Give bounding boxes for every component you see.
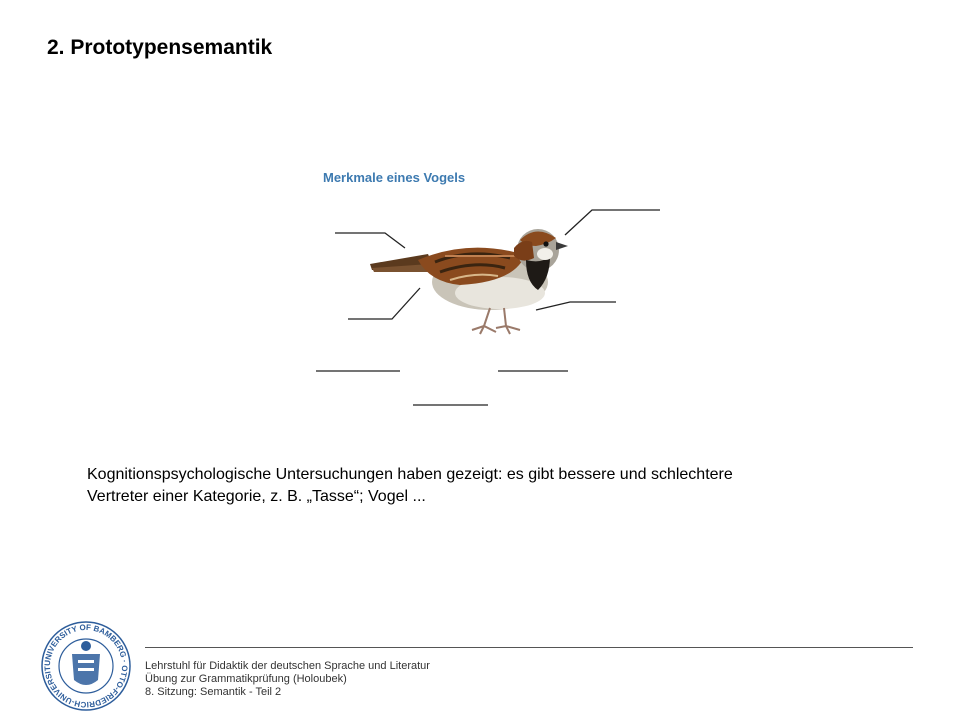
body-line: Vertreter einer Kategorie, z. B. „Tasse“; Vogel ... bbox=[87, 488, 426, 505]
footer-course: Übung zur Grammatikprüfung (Holoubek) bbox=[145, 673, 347, 685]
figure-caption: Merkmale eines Vogels bbox=[323, 170, 466, 185]
footer-session: 8. Sitzung: Semantik - Teil 2 bbox=[145, 686, 282, 698]
footer-info bbox=[145, 660, 430, 699]
slide-title: 2. Prototypensemantik bbox=[47, 36, 273, 59]
body-line: Kognitionspsychologische Untersuchungen haben gezeigt: es gibt bessere und schlechtere bbox=[87, 466, 733, 483]
seal-text: UNIVERSITY OF BAMBERG · OTTO-FRIEDRICH-UNIVERSIT bbox=[42, 622, 130, 710]
footer-chair: Lehrstuhl für Didaktik der deutschen Sprache und Literatur bbox=[145, 660, 430, 672]
sparrow-illustration bbox=[300, 160, 680, 420]
bird-figure bbox=[300, 160, 680, 420]
university-seal-logo bbox=[40, 620, 132, 712]
body-text bbox=[87, 464, 887, 508]
footer-divider bbox=[145, 647, 913, 648]
